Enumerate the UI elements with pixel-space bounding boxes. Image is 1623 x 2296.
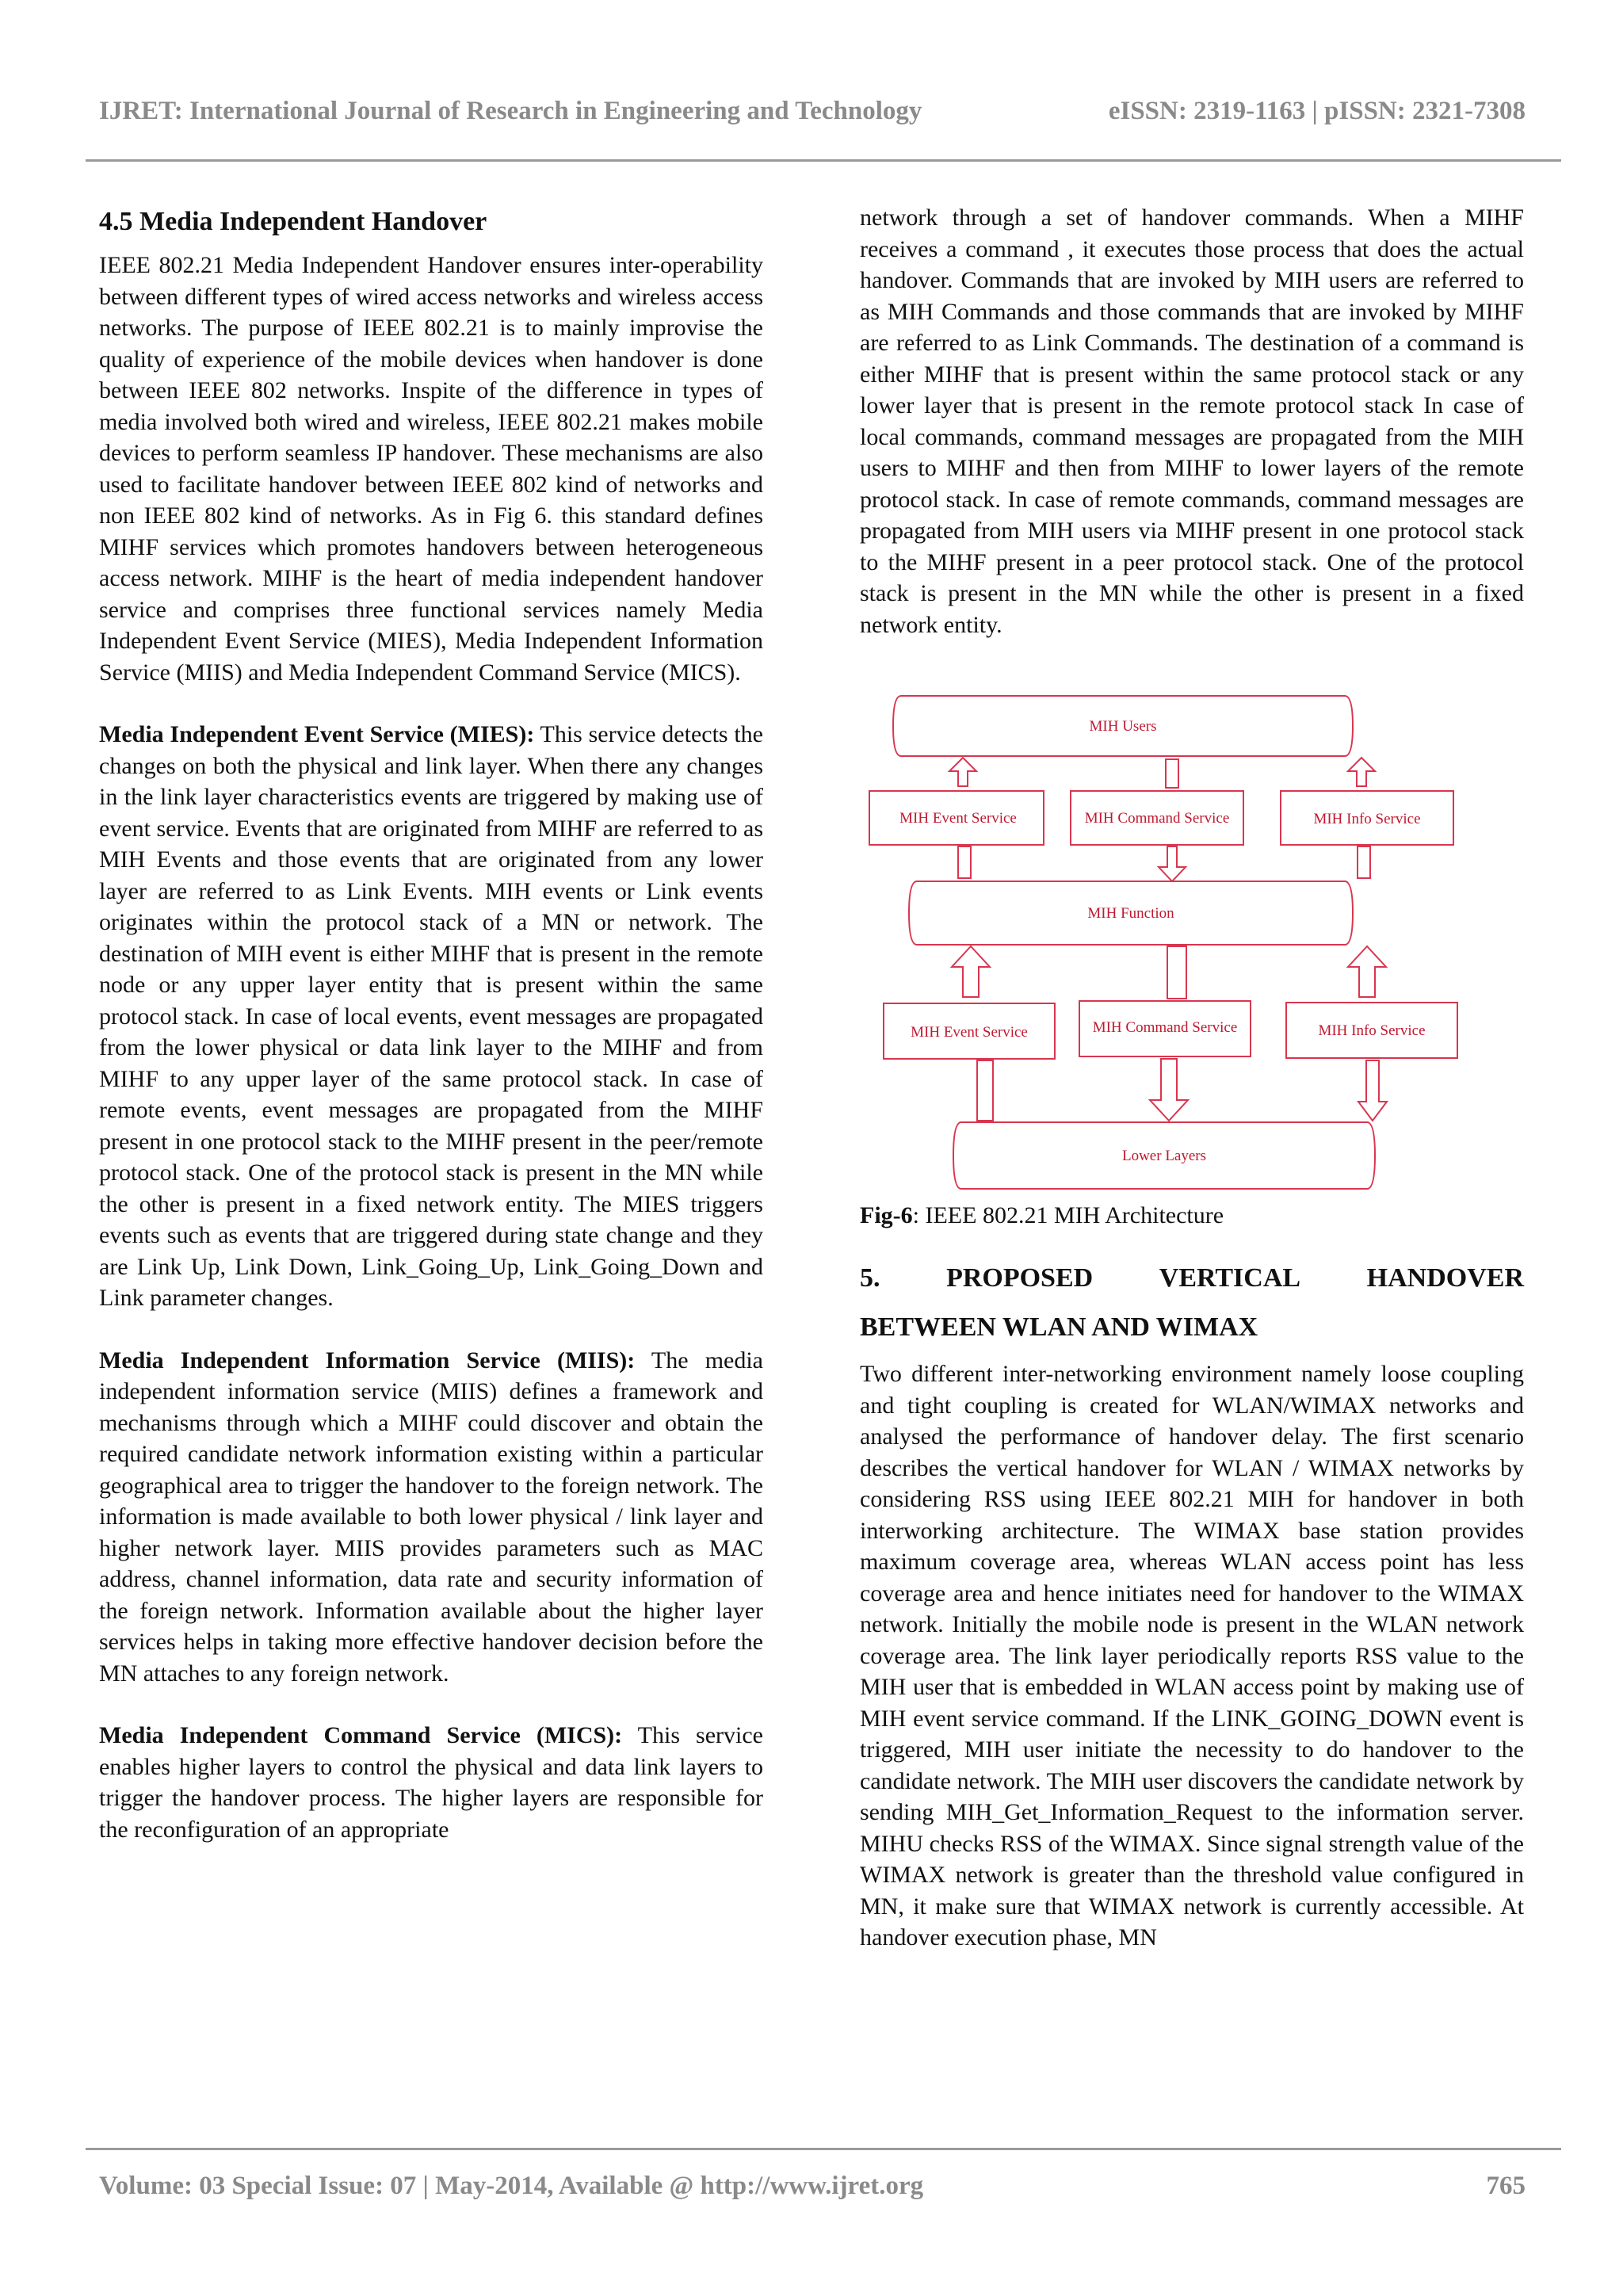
issn: eISSN: 2319-1163 | pISSN: 2321-7308 bbox=[1108, 97, 1526, 125]
mies-body: This service detects the changes on both the physical and link layer. When there any changes in the link layer characteristics events are triggered by making use of event service. Events that are originated from MIHF are referred to as MIH Events and those events that are originated from any lower layer are referred to as Link Events. MIH events or Link events originates within the protocol stack of a MN or network. The destination of MIH event is either MIHF that is present in the remote node or any upper layer entity that is present within the same protocol stack. In case of local events, event messages are propagated from the lower physical or data link layer to the MIHF and from MIHF to any upper layer of the same protocol stack. In case of remote events, event messages are propagated from the MIHF present in one protocol stack to the MIHF present in the peer/remote protocol stack. One of the protocol stack is present in the MN while the other is present in a fixed network entity. The MIES triggers events such as events that are triggered during state change and they are Link Up, Link Down, Link_Going_Up, Link_Going_Down and Link parameter changes. bbox=[99, 721, 763, 1311]
section-5-word-handover: HANDOVER bbox=[1366, 1263, 1524, 1293]
upper-info-service-label: MIH Info Service bbox=[1313, 811, 1421, 827]
footer-divider bbox=[86, 2148, 1561, 2150]
mies-paragraph bbox=[99, 719, 763, 1314]
lower-info-up-arrow bbox=[1348, 946, 1386, 997]
mih-users-label: MIH Users bbox=[1089, 718, 1157, 735]
volume-info: Volume: 03 Special Issue: 07 | May-2014, Available @ http://www.ijret.org bbox=[99, 2172, 924, 2200]
lower-command-down-arrow bbox=[1150, 1059, 1188, 1121]
section-4-5-heading: 4.5 Media Independent Handover bbox=[99, 207, 487, 236]
figure-caption-text: : IEEE 802.21 MIH Architecture bbox=[912, 1202, 1224, 1228]
section-5-number: 5. bbox=[860, 1263, 880, 1293]
mies-term: Media Independent Event Service (MIES): bbox=[99, 721, 535, 747]
intro-paragraph: IEEE 802.21 Media Independent Handover ensures inter-operability between different types of wired access networks and wireless access networks. The purpose of IEEE 802.21 is to mainly improvise the quality of experience of the mobile devices when handover is done between IEEE 802 networks. Inspite of the difference in types of media involved both wired and wireless, IEEE 802.21 makes mobile devices to perform seamless IP handover. These mechanisms are also used to facilitate handover between IEEE 802 kind of networks and non IEEE 802 kind of networks. As in Fig 6. this standard defines MIHF services which promotes handovers between heterogeneous access network. MIHF is the heart of media independent handover service and comprises three functional services namely Media Independent Event Service (MIES), Media Independent Information Service (MIIS) and Media Independent Command Service (MICS). bbox=[99, 252, 763, 686]
running-header bbox=[99, 97, 1526, 136]
right-column bbox=[860, 202, 1524, 1954]
info-link-bar-mid bbox=[1358, 846, 1370, 878]
mics-term: Media Independent Command Service (MICS): bbox=[99, 1722, 623, 1748]
miis-term: Media Independent Information Service (MIIS): bbox=[99, 1347, 636, 1373]
mih-function-label: MIH Function bbox=[1087, 905, 1174, 922]
running-footer bbox=[99, 2172, 1526, 2211]
lower-info-down-arrow bbox=[1358, 1060, 1387, 1121]
event-link-bar-mid bbox=[958, 846, 971, 878]
miis-paragraph bbox=[99, 1345, 763, 1690]
command-down-arrow bbox=[1159, 846, 1186, 881]
miis-body: The media independent information service (MIIS) defines a framework and mechanisms through which a MIHF could discover and obtain the required candidate network information existing within a particular geographical area to trigger the handover to the foreign network. The information is made available to both lower physical / link layer and higher network layer. MIIS provides parameters such as MAC address, channel information, data rate and security information of the foreign network. Information available about the higher layer services helps in taking more effective handover decision before the MN attaches to any foreign network. bbox=[99, 1347, 763, 1687]
left-column bbox=[99, 202, 763, 1845]
section-5-word-proposed: PROPOSED bbox=[946, 1263, 1094, 1293]
lower-command-service-label: MIH Command Service bbox=[1092, 1019, 1238, 1036]
header-divider bbox=[86, 159, 1561, 162]
journal-name: IJRET: International Journal of Research in Engineering and Technology bbox=[99, 97, 922, 125]
section-5-word-vertical: VERTICAL bbox=[1159, 1263, 1301, 1293]
lower-layers-label: Lower Layers bbox=[1121, 1148, 1207, 1164]
lower-info-service-label: MIH Info Service bbox=[1318, 1022, 1426, 1039]
lower-command-link-bar bbox=[1167, 946, 1186, 999]
section-5-heading bbox=[860, 1254, 1524, 1352]
mih-architecture-figure bbox=[860, 688, 1524, 1211]
info-up-arrow bbox=[1348, 758, 1375, 786]
mics-body: This service enables higher layers to control the physical and data link layers to trigger the handover process. The higher layers are responsible for the reconfiguration of an appropriate bbox=[99, 1722, 763, 1843]
event-up-arrow bbox=[949, 758, 976, 786]
section-5-heading-line2: BETWEEN WLAN AND WIMAX bbox=[860, 1312, 1258, 1342]
lower-event-service-label: MIH Event Service bbox=[911, 1024, 1028, 1041]
mih-architecture-diagram bbox=[860, 688, 1524, 1211]
mics-continuation: network through a set of handover commands. When a MIHF receives a command , it executes those process that does the actual handover. Commands that are invoked by MIH users are referred to as MIH Commands and those commands that are invoked by MIHF are referred to as Link Commands. The destination of a command is either MIHF that is present within the same protocol stack or any lower layer that is present in the remote protocol stack In case of local commands, command messages are propagated from the MIH users to MIHF and then from MIHF to lower layers of the remote protocol stack. In case of remote commands, command messages are propagated from MIH users via MIHF present in one protocol stack to the MIHF present in a peer protocol stack. One of the protocol stack is present in the MN while the other is present in a fixed network entity. bbox=[860, 204, 1524, 638]
upper-command-service-label: MIH Command Service bbox=[1084, 810, 1230, 827]
section-5-heading-line1 bbox=[860, 1254, 1524, 1303]
figure-label: Fig-6 bbox=[860, 1202, 913, 1228]
mics-paragraph bbox=[99, 1720, 763, 1845]
lower-event-link-bar bbox=[977, 1060, 993, 1121]
lower-event-up-arrow bbox=[952, 946, 990, 997]
page-number: 765 bbox=[1486, 2172, 1526, 2200]
section-5-paragraph: Two different inter-networking environment namely loose coupling and tight coupling is created for WLAN/WIMAX networks and analysed the performance of handover delay. The first scenario describes the vertical handover for WLAN / WIMAX networks by considering RSS using IEEE 802.21 MIH for handover in both interworking architecture. The WIMAX base station provides maximum coverage area, whereas WLAN access point has less coverage area and hence initiates need for handover to the WIMAX network. Initially the mobile node is present in the WLAN network coverage area. The link layer periodically reports RSS value to the MIH user that is embedded in WLAN access point by making use of MIH event service command. If the LINK_GOING_DOWN event is triggered, MIH user initiate the necessity to do handover to the candidate network. The MIH user discovers the candidate network by sending MIH_Get_Information_Request to the information server. MIHU checks RSS of the WIMAX. Since signal strength value of the WIMAX network is greater than the threshold value configured in MN, it make sure that WIMAX network is currently accessible. At handover execution phase, MN bbox=[860, 1361, 1524, 1950]
command-link-bar-top bbox=[1166, 759, 1178, 788]
upper-event-service-label: MIH Event Service bbox=[899, 810, 1017, 827]
